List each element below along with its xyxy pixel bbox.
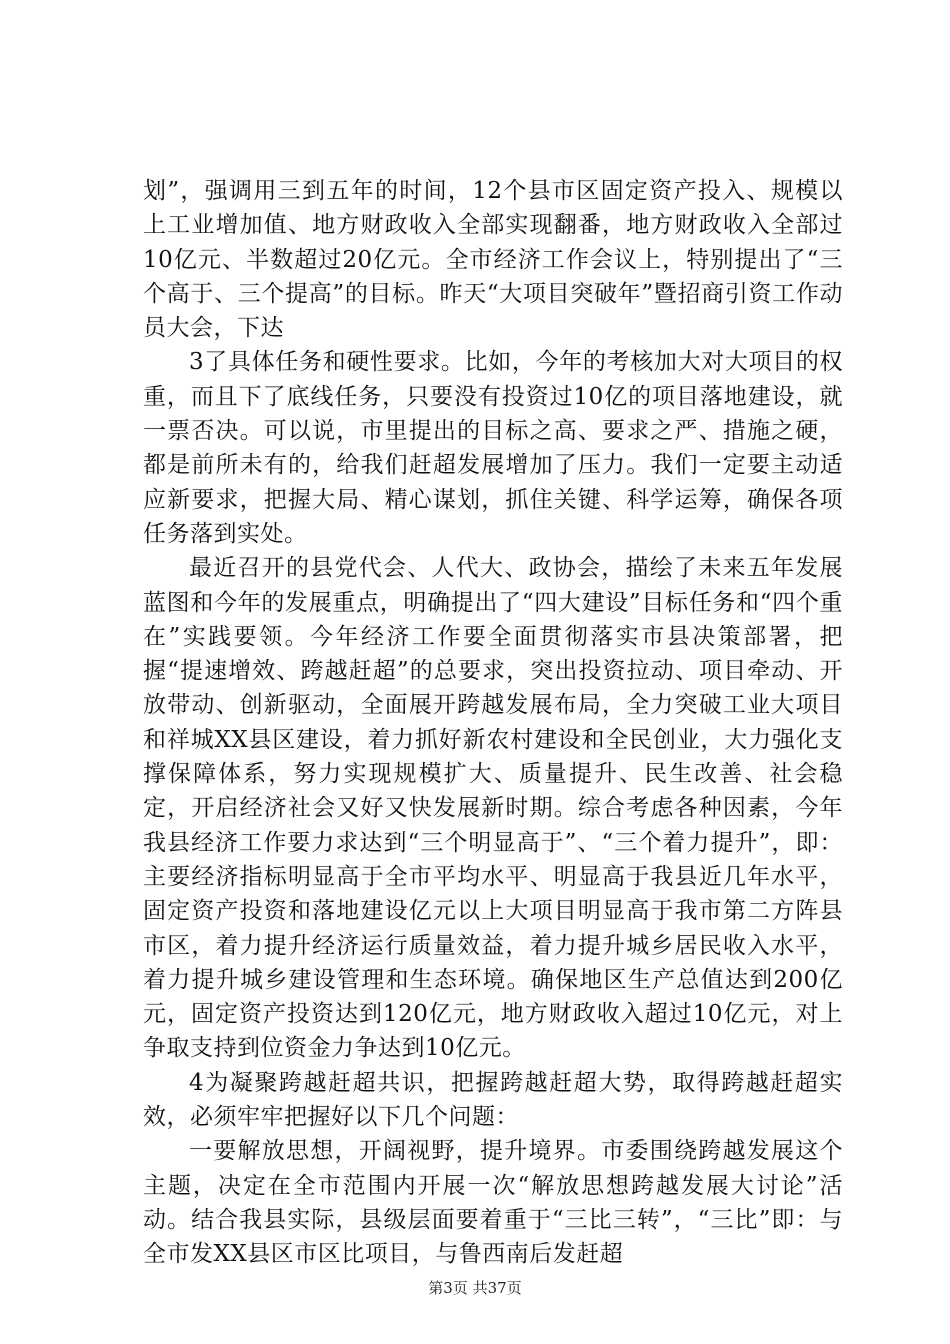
document-body — [143, 174, 843, 1272]
paragraph-specific-requirements: 3了具体任务和硬性要求。比如，今年的考核加大对大项目的权重，而且下了底线任务，只要没有投资过10亿的项目落地建设，就一票否决。可以说，市里提出的目标之高、要求之严、措施之硬，都是前所未有的，给我们赶超发展增加了压力。我们一定要主动适应新要求，把握大局、精心谋划，抓住关键、科学运筹，确保各项任务落到实处。 — [143, 349, 843, 547]
paragraph-continuation: 划”，强调用三到五年的时间，12个县市区固定资产投入、规模以上工业增加值、地方财政收入全部实现翻番，地方财政收入全部过10亿元、半数超过20亿元。全市经济工作会议上，特别提出了“三个高于、三个提高”的目标。昨天“大项目突破年”暨招商引资工作动员大会，下达 — [143, 178, 843, 342]
paragraph-development-blueprint: 最近召开的县党代会、人代大、政协会，描绘了未来五年发展蓝图和今年的发展重点，明确提出了“四大建设”目标任务和“四个重在”实践要领。今年经济工作要全面贯彻落实市县决策部署，把握“提速增效、跨越赶超”的总要求，突出投资拉动、项目牵动、开放带动、创新驱动，全面展开跨越发展布局，全力突破工业大项目和祥城XX县区建设，着力抓好新农村建设和全民创业，大力强化支撑保障体系，努力实现规模扩大、质量提升、民生改善、社会稳定，开启经济社会又好又快发展新时期。综合考虑各种因素，今年我县经济工作要力求达到“三个明显高于”、“三个着力提升”，即：主要经济指标明显高于全市平均水平、明显高于我县近几年水平，固定资产投资和落地建设亿元以上大项目明显高于我市第二方阵县市区，着力提升经济运行质量效益，着力提升城乡居民收入水平，着力提升城乡建设管理和生态环境。确保地区生产总值达到200亿元，固定资产投资达到120亿元，地方财政收入超过10亿元，对上争取支持到位资金力争达到10亿元。 — [143, 555, 843, 1062]
paragraph-emancipate-thinking: 一要解放思想，开阔视野，提升境界。市委围绕跨越发展这个主题，决定在全市范围内开展一次“解放思想跨越发展大讨论”活动。结合我县实际，县级层面要着重于“三比三转”，“三比”即：与全市发XX县区市区比项目，与鲁西南后发赶超 — [143, 1138, 843, 1268]
page-number-footer: 第3页 共37页 — [428, 1279, 522, 1297]
paragraph-key-issues: 4为凝聚跨越赶超共识，把握跨越赶超大势，取得跨越赶超实效，必须牢牢把握好以下几个问题： — [143, 1069, 843, 1131]
